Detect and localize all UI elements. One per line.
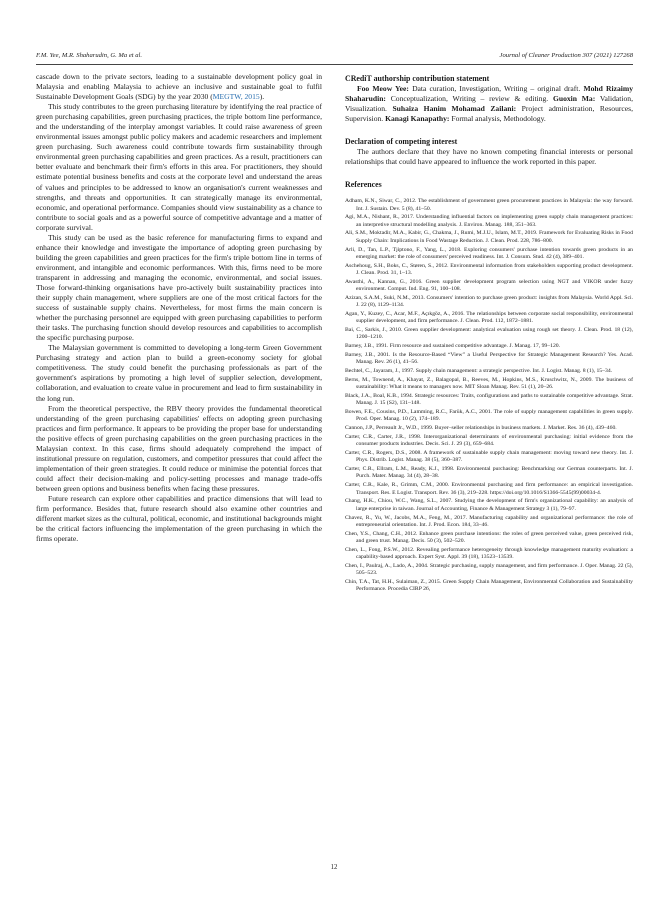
- credit-heading: CRediT authorship contribution statement: [345, 74, 490, 83]
- reference-item[interactable]: Arli, D., Tan, L.P., Tjiptono, F., Yang, L., 2018. Exploring consumers' purchase intention towards green products in an emerging market: the role of consumers' perceived readiness. Int. J. Consum. Stud. 42 (4), 389–401.: [345, 246, 633, 260]
- reference-item[interactable]: Carter, C.R., Ellram, L.M., Ready, K.J., 1998. Environmental purchasing: Benchmarking our German counterparts. Int. J. Purch. Mater. Manag. 34 (4), 28–38.: [345, 466, 633, 480]
- reference-item[interactable]: Chavez, R., Yu, W., Jacobs, M.A., Feng, M., 2017. Manufacturing capability and organizational performance: the role of entrepreneurial orientation. Int. J. Prod. Econ. 184, 33–46.: [345, 514, 633, 528]
- reference-item[interactable]: Adham, K.N., Siwar, C., 2012. The establishment of government green procurement practices in Malaysia: the way forward. Int. J. Sustain. Dev. 5 (8), 41–50.: [345, 198, 633, 212]
- reference-item[interactable]: Carter, C.R., Rogers, D.S., 2008. A framework of sustainable supply chain management: moving toward new theory. Int. J. Phys. Distrib. Logist. Manag. 38 (5), 360–387.: [345, 450, 633, 464]
- reference-item[interactable]: Cannon, J.P., Perreault Jr., W.D., 1999. Buyer–seller relationships in business markets. J. Market. Res. 36 (4), 439–460.: [345, 425, 617, 432]
- paragraph-government: The Malaysian government is committed to developing a long-term Green Government Purchasing strategy and action plan to build a green-economy society for global competitiveness. The study could benefit the purchasing professionals as part of the government's aspirations by promoting a high level of supplier selection, development, collaboration, and evaluation to create value in procurement and lead to firm sustainability in the long run.: [36, 343, 322, 403]
- credit-roles: Data curation, Investigation, Writing – original draft.: [408, 84, 584, 93]
- reference-item[interactable]: Aschehoug, S.H., Boks, C., Støren, S., 2012. Environmental information from stakeholders supporting product development. J. Clean. Prod. 31, 1–13.: [345, 262, 633, 276]
- reference-item[interactable]: Chang, H.K., Chiou, W.C., Wang, S.L., 2007. Studying the development of firm's organizational capability: an analysis of large enterprise in taiwan. Journal of Accounting, Finance & Management Strategy 3 (1), 79–97.: [345, 498, 633, 512]
- credit-author: Kanagi Kanapathy:: [385, 114, 450, 124]
- header-rule: [36, 64, 633, 65]
- running-header: [36, 52, 633, 62]
- reference-item[interactable]: Carter, C.R., Kale, R., Grimm, C.M., 2000. Environmental purchasing and firm performance: an empirical investigation. Transport. Res. E Logist. Transport. Rev. 36 (3), 219–228. https://doi.org/10.1016/S1366-5545(99)00034-4.: [345, 482, 633, 496]
- reference-item[interactable]: Azizan, S.A.M., Suki, N.M., 2013. Consumers' intention to purchase green product: insights from Malaysia. World Appl. Sci. J. 22 (8), 1129–1134.: [345, 294, 633, 309]
- paragraph-future-research: Future research can explore other capabilities and practice dimensions that will lead to firm performance. Besides that, future research should also examine other countries and different market sizes as the cultural, political, economic, and institutional backgrounds might be the critical factors influencing the implementation of the green purchasing in which the firms operate.: [36, 493, 322, 544]
- paragraph-text: cascade down to the private sectors, leading to a sustainable development policy goal in Malaysia and enabling Malaysia to achieve an inclusive and sustainable goal to fulfil Sustainable Development Goals (SDG) by the year 2030 (: [36, 72, 322, 102]
- paragraph-reference-basis: This study can be used as the basic reference for manufacturing firms to expand and enhance their knowledge and investigate the importance of adopting green purchasing by building the green capabilities and green practices for the firm's triple bottom line in terms of environment, and intangible and economic performances. With this, firms need to be more transparent in addressing and managing the economic, environmental, and social issues. Those forward-thinking organisations have pro-actively built sustainability practices into their supply chain management, where suppliers are one of the most critical factors for the success of sustainable supply chains. Nevertheless, for most firms the main concern is whether the purchasing personnel are equipped with green purchasing capabilities to perform their tasks. The purchasing function should develop resources and capabilities to accomplish the specific purchasing purpose.: [36, 232, 322, 343]
- credit-roles: Validation, Visualization.: [345, 94, 633, 114]
- reference-item[interactable]: Chen, I., Paulraj, A., Lado, A., 2004. Strategic purchasing, supply management, and firm performance. J. Oper. Manag. 22 (5), 505–523.: [345, 562, 633, 577]
- page-number: 12: [330, 864, 338, 871]
- reference-item[interactable]: Bechtel, C., Jayaram, J., 1997. Supply chain management: a strategic perspective. Int. J. Logist. Manag. 8 (1), 15–34.: [345, 368, 613, 375]
- reference-item[interactable]: Agan, Y., Kuzey, C., Acar, M.F., Açıkgöz, A., 2016. The relationships between corporate social responsibility, environmental supplier development, and firm performance. J. Clean. Prod. 112, 1872–1881.: [345, 310, 633, 325]
- references-heading: References: [345, 180, 382, 190]
- reference-item[interactable]: Agi, M.A., Nishant, R., 2017. Understanding influential factors on implementing green supply chain management practices: an interpretive structural modelling analysis. J. Environ. Manag. 188, 351–363.: [345, 214, 633, 228]
- header-authors: F.M. Yee, M.R. Shaharudin, G. Ma et al.: [36, 52, 143, 59]
- reference-item[interactable]: Barney, J.B., 1991. Firm resource and sustained competitive advantage. J. Manag. 17, 99–120.: [345, 343, 561, 350]
- paragraph-text: ).: [259, 92, 265, 102]
- reference-item[interactable]: Black, J.A., Boal, K.B., 1994. Strategic resources: Traits, configurations and paths to sustainable competitive advantage. Strat. Manag. J. 15 (S2), 131–148.: [345, 393, 633, 407]
- reference-item[interactable]: Awasthi, A., Kannan, G., 2016. Green supplier development program selection using NGT and VIKOR under fuzzy environment. Comput. Ind. Eng. 91, 100–108.: [345, 278, 633, 292]
- credit-roles: Formal analysis, Methodology.: [449, 114, 546, 124]
- paragraph-contribution: This study contributes to the green purchasing literature by identifying the real practice of green purchasing capabilities, green purchasing practices, the triple bottom line performance, and the understanding of the interplay amongst variables. It could raise awareness of green environmental issues amongst public policy makers and academic researchers and implement green purchasing. Such awareness could contribute towards firm sustainability through environmental green purchasing capabilities and green practices. As a result, practitioners can better evaluate and benchmark their firm's efforts in this area. For practitioners, they should estimate potential business benefits and costs at the corporate level and understand the areas of values and principles to be addressed to know an organisation's current weaknesses and strengths, and threats and opportunities. It can strategically manage its environmental, economic, and operational performance. Companies should view sustainability as a chance to contribute to social goals and as a powerful source of competitive advantage and a matter of corporate survival.: [36, 102, 322, 232]
- credit-author: Suhaiza Hanim Mohamad Zailani:: [392, 104, 517, 114]
- right-column: [345, 72, 633, 595]
- competing-interest-heading: Declaration of competing interest: [345, 137, 458, 147]
- reference-item[interactable]: Chin, T.A., Tat, H.H., Sulaiman, Z., 2015. Green Supply Chain Management, Environmental Collaboration and Sustainability Performance. Procedia CIRP 26,: [345, 578, 633, 593]
- citation-link[interactable]: MEGTW, 2015: [212, 92, 260, 102]
- credit-roles: Conceptualization, Writing – review & editing.: [385, 94, 553, 104]
- reference-item[interactable]: Chen, L., Fong, P.S.W., 2012. Revealing performance heterogeneity through knowledge management maturity evaluation: a capability-based approach. Expert Syst. Appl. 39 (18), 13523–13539.: [345, 546, 633, 560]
- credit-author: Guoxin Ma:: [552, 94, 596, 104]
- paragraph-sdg: [36, 72, 322, 102]
- reference-item[interactable]: Carter, C.R., Carter, J.R., 1998. Interorganizational determinants of environmental purchasing: initial evidence from the consumer products industries. Decis. Sci. J. 29 (3), 659–684.: [345, 434, 633, 448]
- reference-item[interactable]: Barney, J.B., 2001. Is the Resource-Based “View” a Useful Perspective for Strategic Management Research? Yes. Acad. Manag. Rev. 26 (1), 41–56.: [345, 351, 633, 366]
- credit-roles: Project administration, Resources, Supervision.: [345, 104, 633, 124]
- credit-author: Foo Meow Yee:: [357, 84, 409, 93]
- competing-interest-statement: The authors declare that they have no known competing financial interests or personal relationships that could have appeared to influence the work reported in this paper.: [345, 147, 633, 167]
- reference-item[interactable]: Chen, Y.S., Chang, C.H., 2012. Enhance green purchase intentions: the roles of green perceived value, green perceived risk, and green trust. Manag. Decis. 50 (3), 502–520.: [345, 530, 633, 544]
- reference-item[interactable]: Ali, S.M., Moktadir, M.A., Kabir, G., Chakma, J., Rumi, M.J.U., Islam, M.T., 2019. Framework for Evaluating Risks in Food Supply Chain: Implications in Food Wastage Reduction. J. Clean. Prod. 228, 786–800.: [345, 230, 633, 244]
- reference-item[interactable]: Berns, M., Townend, A., Khayat, Z., Balagopal, B., Reeves, M., Hopkins, M.S., Kruschwitz, N., 2009. The business of sustainability: What it means to managers now. MIT Sloan Manag. Rev. 51 (1), 20–26.: [345, 376, 633, 391]
- reference-item[interactable]: Bowen, F.E., Cousins, P.D., Lamming, R.C., Farük, A.C., 2001. The role of supply management capabilities in green supply. Prod. Oper. Manag. 10 (2), 174–189.: [345, 409, 633, 423]
- left-column: [36, 72, 322, 544]
- credit-statement: [345, 84, 633, 124]
- reference-list: [345, 198, 633, 593]
- paragraph-theory: From the theoretical perspective, the RBV theory provides the fundamental theoretical understanding of the green purchasing capabilities' effects on adopting green purchasing practices and firm performance. It appears to be providing the proper base for understanding the positive effects of green purchasing capabilities on the green purchasing practices in the Malaysian context. In this case, firms should adequately comprehend the impact of institutional pressure on regulation, customers, and competitor pressures that could affect the implementation of their green strategies. It could reduce or minimise the potential forces that could affect their decision-making and policy-setting processes and manage trade-offs between green options and business benefits when facing these pressures.: [36, 403, 322, 493]
- header-journal[interactable]: Journal of Cleaner Production 307 (2021) 127268: [499, 52, 633, 59]
- credit-author: Mohd Rizaimy Shaharudin:: [345, 84, 633, 104]
- reference-item[interactable]: Bai, C., Sarkis, J., 2010. Green supplier development: analytical evaluation using rough set theory. J. Clean. Prod. 18 (12), 1200–1210.: [345, 327, 633, 341]
